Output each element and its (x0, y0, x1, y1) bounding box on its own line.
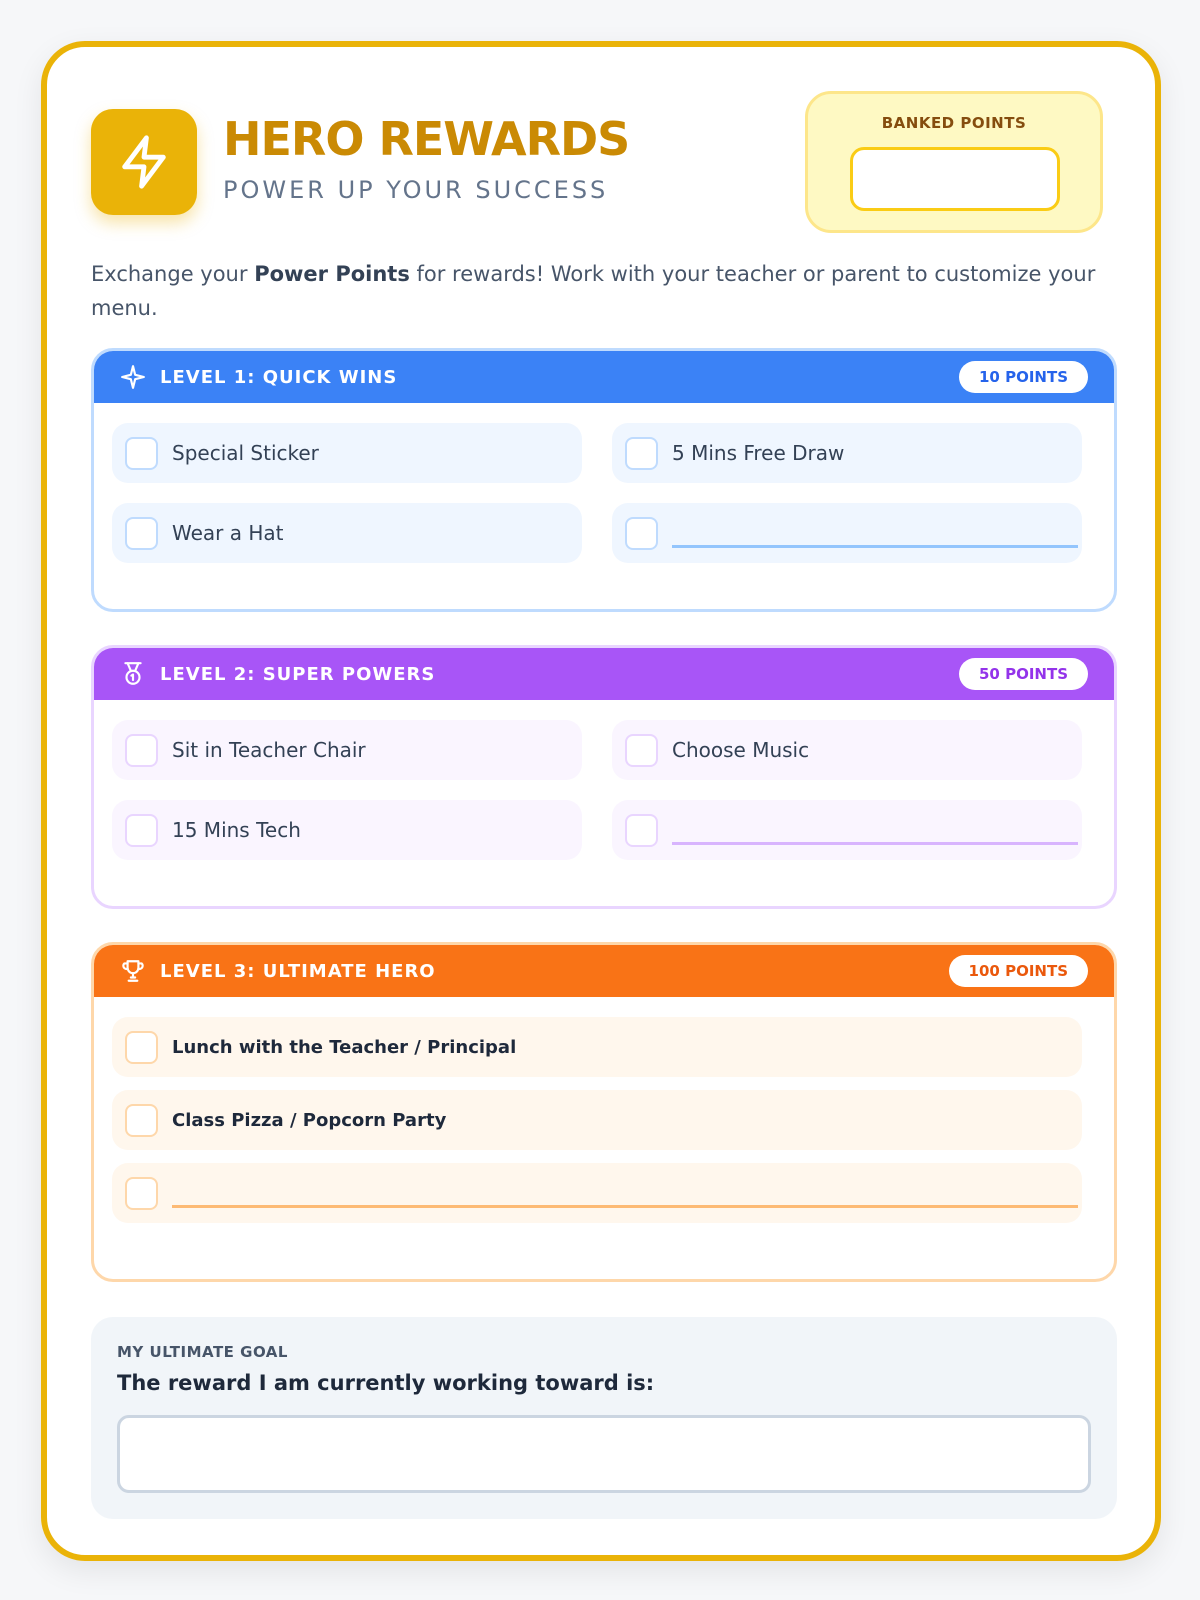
custom-reward-item[interactable] (612, 800, 1082, 860)
level-3-section (91, 942, 1117, 1282)
reward-item[interactable] (612, 720, 1082, 780)
reward-label: Choose Music (672, 738, 810, 762)
level-2-header (94, 648, 1114, 700)
reward-label: 5 Mins Free Draw (672, 441, 845, 465)
level-3-points-badge: 100 POINTS (949, 955, 1088, 987)
reward-checkbox[interactable] (625, 517, 658, 550)
level-1-section (91, 348, 1117, 612)
goal-prompt: The reward I am currently working toward is: (117, 1371, 655, 1395)
intro-text-end: for rewards! Work with your teacher or parent to customize your menu. (91, 262, 1096, 320)
reward-label: Class Pizza / Popcorn Party (172, 1109, 447, 1131)
banked-points-label: BANKED POINTS (881, 114, 1027, 132)
reward-label: Sit in Teacher Chair (172, 738, 366, 762)
reward-menu-card (41, 41, 1161, 1561)
reward-item[interactable] (112, 503, 582, 563)
reward-checkbox[interactable] (125, 1177, 158, 1210)
reward-label: Wear a Hat (172, 521, 284, 545)
ultimate-goal-box (91, 1317, 1117, 1519)
banked-points-input[interactable] (850, 147, 1060, 211)
level-3-header (94, 945, 1114, 997)
custom-reward-item[interactable] (612, 503, 1082, 563)
logo-badge (91, 109, 197, 215)
level-2-points-badge: 50 POINTS (959, 658, 1088, 690)
intro-text (91, 257, 1121, 325)
sparkle-icon (120, 364, 146, 390)
reward-item[interactable] (112, 800, 582, 860)
goal-input[interactable] (117, 1415, 1091, 1493)
reward-checkbox[interactable] (125, 517, 158, 550)
reward-label: 15 Mins Tech (172, 818, 301, 842)
reward-checkbox[interactable] (125, 814, 158, 847)
level-2-title: LEVEL 2: SUPER POWERS (160, 663, 436, 685)
trophy-icon (120, 958, 146, 984)
reward-checkbox[interactable] (125, 734, 158, 767)
intro-text-start: Exchange your (91, 262, 255, 286)
medal-icon (120, 661, 146, 687)
banked-points-box (805, 91, 1103, 233)
custom-reward-item[interactable] (112, 1163, 1082, 1223)
level-1-points-badge: 10 POINTS (959, 361, 1088, 393)
reward-checkbox[interactable] (625, 814, 658, 847)
custom-reward-line[interactable] (672, 842, 1078, 845)
intro-highlight: Power Points (254, 262, 410, 286)
custom-reward-line[interactable] (672, 545, 1078, 548)
reward-checkbox[interactable] (625, 437, 658, 470)
reward-item[interactable] (112, 1090, 1082, 1150)
level-1-header (94, 351, 1114, 403)
goal-label: MY ULTIMATE GOAL (117, 1343, 288, 1361)
page-subtitle: POWER UP YOUR SUCCESS (223, 176, 609, 204)
lightning-bolt-icon (115, 133, 173, 191)
reward-item[interactable] (112, 1017, 1082, 1077)
page-title: HERO REWARDS (223, 112, 630, 166)
reward-checkbox[interactable] (625, 734, 658, 767)
reward-item[interactable] (612, 423, 1082, 483)
reward-label: Lunch with the Teacher / Principal (172, 1036, 517, 1058)
level-2-section (91, 645, 1117, 909)
level-3-title: LEVEL 3: ULTIMATE HERO (160, 960, 436, 982)
reward-checkbox[interactable] (125, 437, 158, 470)
reward-checkbox[interactable] (125, 1104, 158, 1137)
level-1-title: LEVEL 1: QUICK WINS (160, 366, 398, 388)
reward-checkbox[interactable] (125, 1031, 158, 1064)
custom-reward-line[interactable] (172, 1205, 1078, 1208)
reward-item[interactable] (112, 423, 582, 483)
reward-item[interactable] (112, 720, 582, 780)
reward-label: Special Sticker (172, 441, 319, 465)
